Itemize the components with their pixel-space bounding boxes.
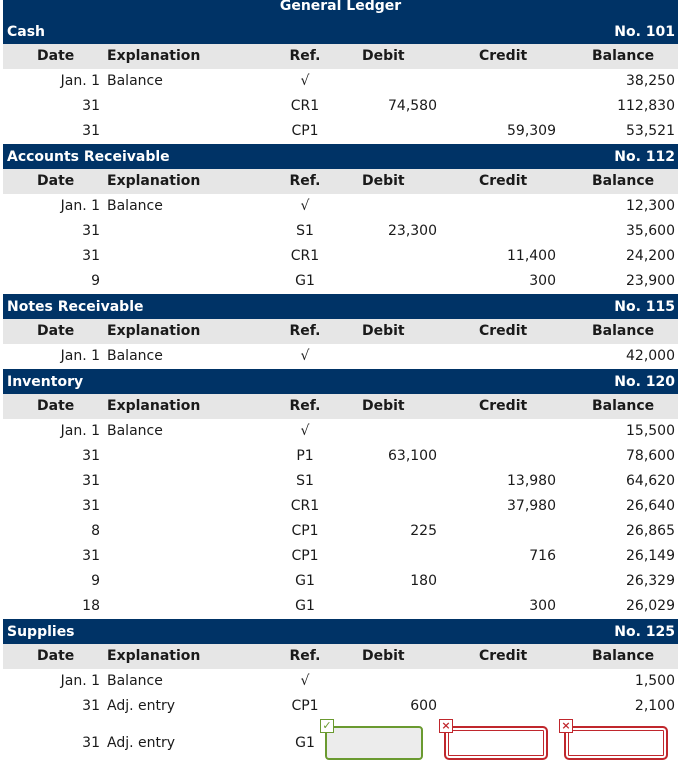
cell-ref: CR1	[290, 98, 320, 114]
account-header	[3, 294, 678, 319]
cell-debit	[333, 419, 437, 444]
account-name: Accounts Receivable	[7, 148, 170, 165]
cell-date: 9	[91, 573, 100, 589]
cell-explanation	[107, 269, 277, 294]
column-header-row	[3, 394, 678, 419]
cell-debit: 63,100	[388, 448, 437, 464]
col-explanation: Explanation	[107, 648, 201, 664]
cell-ref: P1	[296, 448, 314, 464]
table-row	[3, 569, 678, 594]
cell-date: 31	[82, 473, 100, 489]
account-cash	[3, 19, 678, 144]
account-number: No. 115	[614, 298, 675, 315]
col-balance: Balance	[592, 398, 655, 414]
cell-credit: 37,980	[507, 498, 556, 514]
cell-balance: 42,000	[626, 348, 675, 364]
col-balance: Balance	[592, 48, 655, 64]
cell-date: 8	[91, 523, 100, 539]
cell-debit: 225	[410, 523, 437, 539]
col-date: Date	[37, 173, 75, 189]
table-row	[3, 244, 678, 269]
table-row	[3, 694, 678, 719]
cell-debit	[333, 544, 437, 569]
cell-explanation	[107, 544, 277, 569]
cell-ref: CP1	[291, 548, 319, 564]
col-explanation: Explanation	[107, 398, 201, 414]
account-header	[3, 619, 678, 644]
cell-balance: 78,600	[626, 448, 675, 464]
account-inventory	[3, 369, 678, 619]
cell-ref: CP1	[291, 123, 319, 139]
col-ref: Ref.	[289, 48, 321, 64]
col-date: Date	[37, 398, 75, 414]
cell-explanation	[107, 94, 277, 119]
input-row	[3, 719, 678, 768]
cell-credit	[453, 569, 556, 594]
table-row	[3, 544, 678, 569]
table-row	[3, 194, 678, 219]
cell-debit	[333, 344, 437, 369]
table-row	[3, 94, 678, 119]
cell-ref: S1	[296, 223, 314, 239]
cell-date: Jan. 1	[60, 673, 100, 689]
col-date: Date	[37, 323, 75, 339]
cell-date: 18	[82, 598, 100, 614]
col-credit: Credit	[479, 323, 528, 339]
cell-ref: G1	[295, 573, 315, 589]
cell-credit	[453, 69, 556, 94]
cell-balance: 2,100	[634, 698, 675, 714]
col-date: Date	[37, 648, 75, 664]
credit-input[interactable]	[444, 726, 548, 760]
col-balance: Balance	[592, 323, 655, 339]
cell-date: 31	[82, 448, 100, 464]
account-number: No. 112	[614, 148, 675, 165]
cell-balance: 38,250	[626, 73, 675, 89]
cell-explanation	[107, 519, 277, 544]
account-header	[3, 144, 678, 169]
account-accounts-receivable	[3, 144, 678, 294]
col-balance: Balance	[592, 173, 655, 189]
cell-date: Jan. 1	[60, 423, 100, 439]
cell-ref: √	[300, 673, 310, 689]
col-explanation: Explanation	[107, 48, 201, 64]
cell-balance: 24,200	[626, 248, 675, 264]
cell-credit: 13,980	[507, 473, 556, 489]
cell-explanation: Balance	[107, 673, 163, 689]
cell-ref: S1	[296, 473, 314, 489]
cell-credit	[453, 194, 556, 219]
account-header	[3, 19, 678, 44]
cell-credit: 300	[529, 598, 556, 614]
cell-balance: 15,500	[626, 423, 675, 439]
cell-debit: 74,580	[388, 98, 437, 114]
cell-date: 9	[91, 273, 100, 289]
col-balance: Balance	[592, 648, 655, 664]
table-row	[3, 444, 678, 469]
cell-explanation: Balance	[107, 423, 163, 439]
cell-credit	[453, 694, 556, 719]
cell-credit: 300	[529, 273, 556, 289]
cell-explanation	[107, 444, 277, 469]
cell-explanation	[107, 244, 277, 269]
cell-explanation	[107, 219, 277, 244]
cell-explanation: Balance	[107, 73, 163, 89]
cell-explanation: Adj. entry	[107, 735, 176, 751]
table-row	[3, 69, 678, 94]
cell-ref: G1	[295, 273, 315, 289]
cell-debit	[333, 469, 437, 494]
debit-input[interactable]	[325, 726, 423, 760]
cell-explanation	[107, 569, 277, 594]
cell-debit: 180	[410, 573, 437, 589]
cell-balance: 1,500	[634, 673, 675, 689]
account-name: Cash	[7, 23, 46, 40]
cell-debit	[333, 119, 437, 144]
cell-balance: 53,521	[626, 123, 675, 139]
cell-debit	[333, 194, 437, 219]
cell-credit: 716	[529, 548, 556, 564]
cell-debit	[333, 269, 437, 294]
cell-balance: 26,149	[626, 548, 675, 564]
cell-credit	[453, 519, 556, 544]
account-header	[3, 369, 678, 394]
cell-balance: 112,830	[617, 98, 675, 114]
cell-debit	[333, 594, 437, 619]
table-row	[3, 119, 678, 144]
col-explanation: Explanation	[107, 173, 201, 189]
table-row	[3, 344, 678, 369]
table-row	[3, 519, 678, 544]
col-debit: Debit	[362, 48, 405, 64]
cell-ref: CR1	[290, 248, 320, 264]
cell-ref: G1	[295, 598, 315, 614]
cell-date: Jan. 1	[60, 198, 100, 214]
col-ref: Ref.	[289, 173, 321, 189]
col-ref: Ref.	[289, 398, 321, 414]
col-credit: Credit	[479, 48, 528, 64]
cell-date: 31	[82, 98, 100, 114]
cell-ref: √	[300, 73, 310, 89]
col-debit: Debit	[362, 648, 405, 664]
cross-icon: ×	[439, 719, 453, 733]
cell-credit	[453, 669, 556, 694]
cell-explanation: Balance	[107, 348, 163, 364]
col-date: Date	[37, 48, 75, 64]
cell-balance: 26,640	[626, 498, 675, 514]
cell-ref: CP1	[291, 523, 319, 539]
cell-credit	[453, 344, 556, 369]
cell-date: 31	[82, 735, 100, 751]
table-row	[3, 219, 678, 244]
account-number: No. 120	[614, 373, 675, 390]
cell-debit	[333, 669, 437, 694]
table-row	[3, 494, 678, 519]
cell-balance: 26,865	[626, 523, 675, 539]
col-debit: Debit	[362, 323, 405, 339]
cell-debit: 23,300	[388, 223, 437, 239]
cell-debit	[333, 244, 437, 269]
col-credit: Credit	[479, 648, 528, 664]
cell-date: 31	[82, 498, 100, 514]
col-ref: Ref.	[289, 648, 321, 664]
cell-ref: CP1	[291, 698, 319, 714]
account-supplies	[3, 619, 678, 768]
cell-date: 31	[82, 548, 100, 564]
cell-credit	[453, 94, 556, 119]
cell-credit	[453, 444, 556, 469]
table-row	[3, 469, 678, 494]
cell-debit: 600	[410, 698, 437, 714]
cell-balance: 12,300	[626, 198, 675, 214]
cell-date: Jan. 1	[60, 348, 100, 364]
table-row	[3, 269, 678, 294]
account-name: Supplies	[7, 623, 75, 640]
check-icon: ✓	[320, 719, 334, 733]
cell-balance: 23,900	[626, 273, 675, 289]
cell-date: 31	[82, 248, 100, 264]
cross-icon: ×	[559, 719, 573, 733]
col-credit: Credit	[479, 398, 528, 414]
cell-ref: √	[300, 423, 310, 439]
account-number: No. 101	[614, 23, 675, 40]
cell-credit: 11,400	[507, 248, 556, 264]
account-notes-receivable	[3, 294, 678, 369]
cell-ref: CR1	[290, 498, 320, 514]
account-name: Notes Receivable	[7, 298, 144, 315]
col-explanation: Explanation	[107, 323, 201, 339]
cell-balance: 26,029	[626, 598, 675, 614]
cell-balance: 26,329	[626, 573, 675, 589]
cell-credit	[453, 419, 556, 444]
cell-date: 31	[82, 123, 100, 139]
cell-credit	[453, 219, 556, 244]
cell-explanation: Adj. entry	[107, 698, 176, 714]
cell-date: 31	[82, 698, 100, 714]
cell-explanation: Balance	[107, 198, 163, 214]
table-row	[3, 594, 678, 619]
cell-balance: 64,620	[626, 473, 675, 489]
cell-explanation	[107, 494, 277, 519]
account-name: Inventory	[7, 373, 84, 390]
col-debit: Debit	[362, 398, 405, 414]
column-header-row	[3, 44, 678, 69]
cell-explanation	[107, 594, 277, 619]
column-header-row	[3, 644, 678, 669]
column-header-row	[3, 169, 678, 194]
cell-date: 31	[82, 223, 100, 239]
account-number: No. 125	[614, 623, 675, 640]
general-ledger	[3, 0, 678, 768]
cell-credit: 59,309	[507, 123, 556, 139]
column-header-row	[3, 319, 678, 344]
cell-date: Jan. 1	[60, 73, 100, 89]
cell-ref: √	[300, 348, 310, 364]
balance-input[interactable]	[564, 726, 668, 760]
table-row	[3, 669, 678, 694]
cell-ref: G1	[295, 735, 315, 751]
ledger-title: General Ledger	[3, 0, 678, 19]
cell-explanation	[107, 469, 277, 494]
col-debit: Debit	[362, 173, 405, 189]
col-credit: Credit	[479, 173, 528, 189]
cell-balance: 35,600	[626, 223, 675, 239]
cell-debit	[333, 69, 437, 94]
table-row	[3, 419, 678, 444]
cell-explanation	[107, 119, 277, 144]
cell-ref: √	[300, 198, 310, 214]
col-ref: Ref.	[289, 323, 321, 339]
cell-debit	[333, 494, 437, 519]
